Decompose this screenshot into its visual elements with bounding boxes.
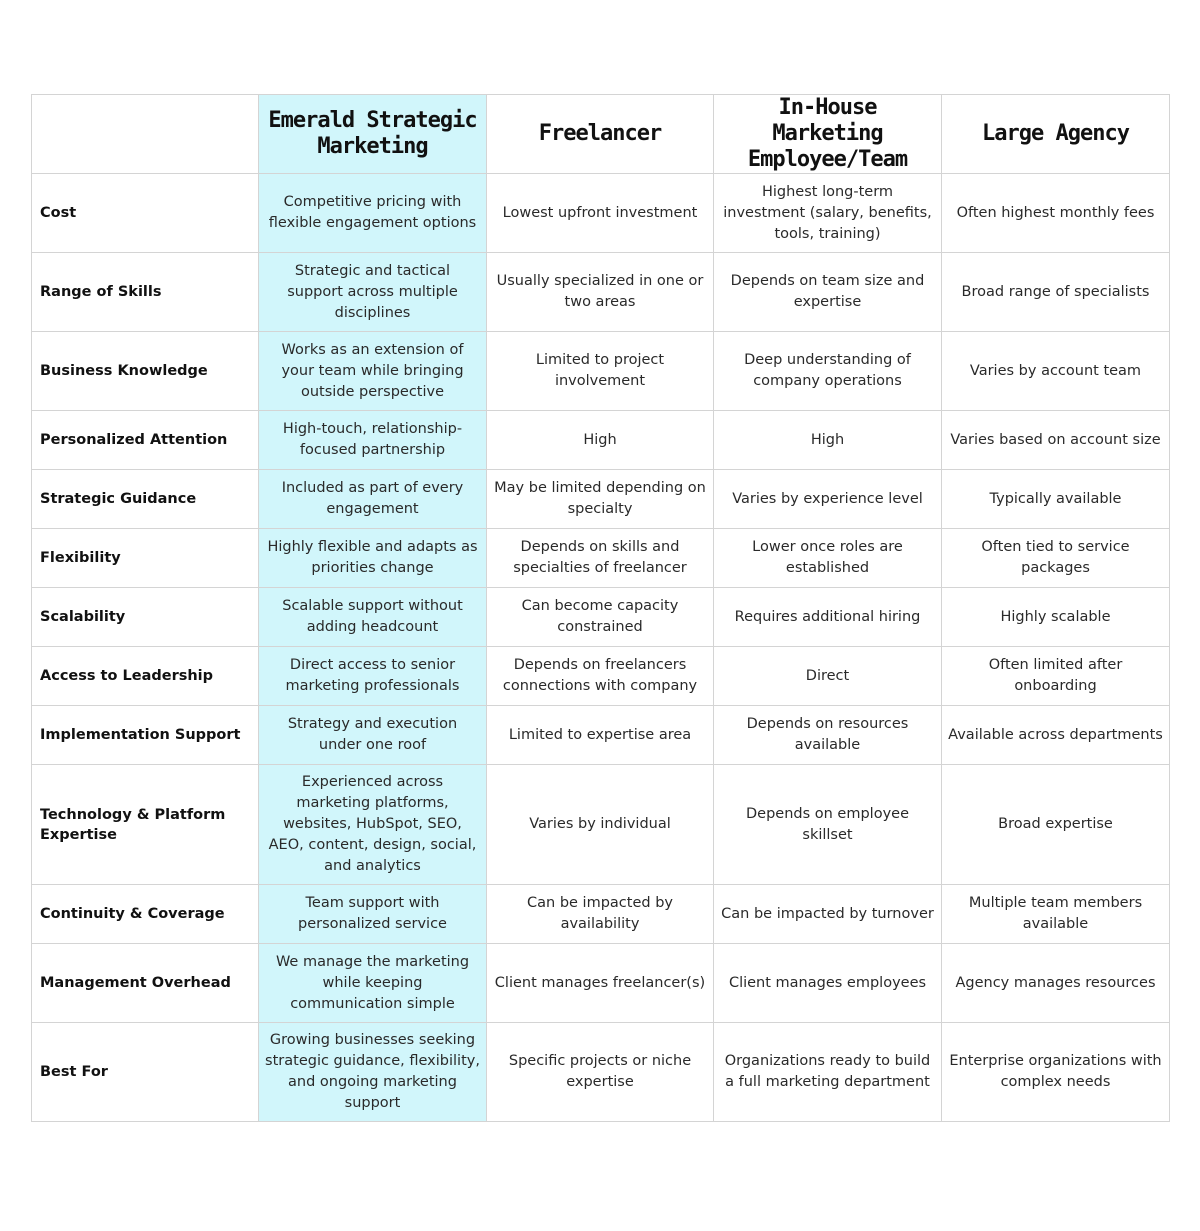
table-cell: Deep understanding of company operations bbox=[714, 332, 942, 411]
table-cell: Highly scalable bbox=[942, 588, 1170, 647]
header-emerald: Emerald Strategic Marketing bbox=[259, 95, 487, 174]
table-cell: Varies by individual bbox=[487, 765, 714, 885]
table-cell: Varies by experience level bbox=[714, 470, 942, 529]
table-cell: Team support with personalized service bbox=[259, 885, 487, 944]
table-cell: Strategic and tactical support across multiple disciplines bbox=[259, 253, 487, 332]
table-cell: Can become capacity constrained bbox=[487, 588, 714, 647]
header-large-agency: Large Agency bbox=[942, 95, 1170, 174]
table-cell: High bbox=[714, 411, 942, 470]
row-label: Strategic Guidance bbox=[32, 470, 259, 529]
header-row bbox=[32, 95, 1170, 174]
table-cell: Competitive pricing with flexible engagement options bbox=[259, 174, 487, 253]
table-cell: Broad range of specialists bbox=[942, 253, 1170, 332]
row-label: Personalized Attention bbox=[32, 411, 259, 470]
table-row bbox=[32, 588, 1170, 647]
table-cell: Requires additional hiring bbox=[714, 588, 942, 647]
row-label: Scalability bbox=[32, 588, 259, 647]
table-cell: Varies based on account size bbox=[942, 411, 1170, 470]
row-label: Flexibility bbox=[32, 529, 259, 588]
comparison-table bbox=[31, 94, 1170, 1122]
header-freelancer: Freelancer bbox=[487, 95, 714, 174]
table-row bbox=[32, 765, 1170, 885]
row-label: Business Knowledge bbox=[32, 332, 259, 411]
table-cell: Agency manages resources bbox=[942, 944, 1170, 1023]
table-cell: Varies by account team bbox=[942, 332, 1170, 411]
table-cell: Works as an extension of your team while bringing outside perspective bbox=[259, 332, 487, 411]
table-row bbox=[32, 529, 1170, 588]
table-cell: Depends on resources available bbox=[714, 706, 942, 765]
row-label: Technology & Platform Expertise bbox=[32, 765, 259, 885]
table-cell: Scalable support without adding headcount bbox=[259, 588, 487, 647]
table-cell: Depends on team size and expertise bbox=[714, 253, 942, 332]
row-label: Management Overhead bbox=[32, 944, 259, 1023]
table-cell: Typically available bbox=[942, 470, 1170, 529]
table-cell: Depends on skills and specialties of freelancer bbox=[487, 529, 714, 588]
table-cell: Depends on freelancers connections with company bbox=[487, 647, 714, 706]
table-cell: Often highest monthly fees bbox=[942, 174, 1170, 253]
table-cell: Highest long-term investment (salary, benefits, tools, training) bbox=[714, 174, 942, 253]
table-cell: High-touch, relationship-focused partnership bbox=[259, 411, 487, 470]
table-cell: Strategy and execution under one roof bbox=[259, 706, 487, 765]
table-cell: Often limited after onboarding bbox=[942, 647, 1170, 706]
header-corner bbox=[32, 95, 259, 174]
row-label: Best For bbox=[32, 1023, 259, 1122]
row-label: Access to Leadership bbox=[32, 647, 259, 706]
table-cell: Available across departments bbox=[942, 706, 1170, 765]
table-cell: Direct access to senior marketing professionals bbox=[259, 647, 487, 706]
table-cell: Limited to expertise area bbox=[487, 706, 714, 765]
table-cell: We manage the marketing while keeping communication simple bbox=[259, 944, 487, 1023]
table-row bbox=[32, 647, 1170, 706]
table-cell: Experienced across marketing platforms, websites, HubSpot, SEO, AEO, content, design, social, and analytics bbox=[259, 765, 487, 885]
row-label: Implementation Support bbox=[32, 706, 259, 765]
table-cell: May be limited depending on specialty bbox=[487, 470, 714, 529]
table-cell: Client manages employees bbox=[714, 944, 942, 1023]
table-row bbox=[32, 174, 1170, 253]
table-cell: Can be impacted by availability bbox=[487, 885, 714, 944]
row-label: Range of Skills bbox=[32, 253, 259, 332]
table-cell: Depends on employee skillset bbox=[714, 765, 942, 885]
table-cell: Lower once roles are established bbox=[714, 529, 942, 588]
table-cell: Highly flexible and adapts as priorities change bbox=[259, 529, 487, 588]
table-cell: Multiple team members available bbox=[942, 885, 1170, 944]
table-cell: Limited to project involvement bbox=[487, 332, 714, 411]
table-row bbox=[32, 706, 1170, 765]
table-cell: Specific projects or niche expertise bbox=[487, 1023, 714, 1122]
table-cell: Organizations ready to build a full marketing department bbox=[714, 1023, 942, 1122]
table-row bbox=[32, 470, 1170, 529]
table-cell: Usually specialized in one or two areas bbox=[487, 253, 714, 332]
table-body bbox=[32, 174, 1170, 1122]
table-cell: Can be impacted by turnover bbox=[714, 885, 942, 944]
header-in-house: In-House Marketing Employee/Team bbox=[714, 95, 942, 174]
table-row bbox=[32, 332, 1170, 411]
table-cell: Enterprise organizations with complex needs bbox=[942, 1023, 1170, 1122]
row-label: Cost bbox=[32, 174, 259, 253]
table-cell: Broad expertise bbox=[942, 765, 1170, 885]
table-row bbox=[32, 1023, 1170, 1122]
table-row bbox=[32, 253, 1170, 332]
table-cell: Often tied to service packages bbox=[942, 529, 1170, 588]
table-row bbox=[32, 944, 1170, 1023]
table-cell: Included as part of every engagement bbox=[259, 470, 487, 529]
table-cell: Lowest upfront investment bbox=[487, 174, 714, 253]
table-cell: Growing businesses seeking strategic guidance, flexibility, and ongoing marketing support bbox=[259, 1023, 487, 1122]
table-cell: Client manages freelancer(s) bbox=[487, 944, 714, 1023]
row-label: Continuity & Coverage bbox=[32, 885, 259, 944]
table-row bbox=[32, 885, 1170, 944]
table-cell: High bbox=[487, 411, 714, 470]
table-cell: Direct bbox=[714, 647, 942, 706]
table-row bbox=[32, 411, 1170, 470]
